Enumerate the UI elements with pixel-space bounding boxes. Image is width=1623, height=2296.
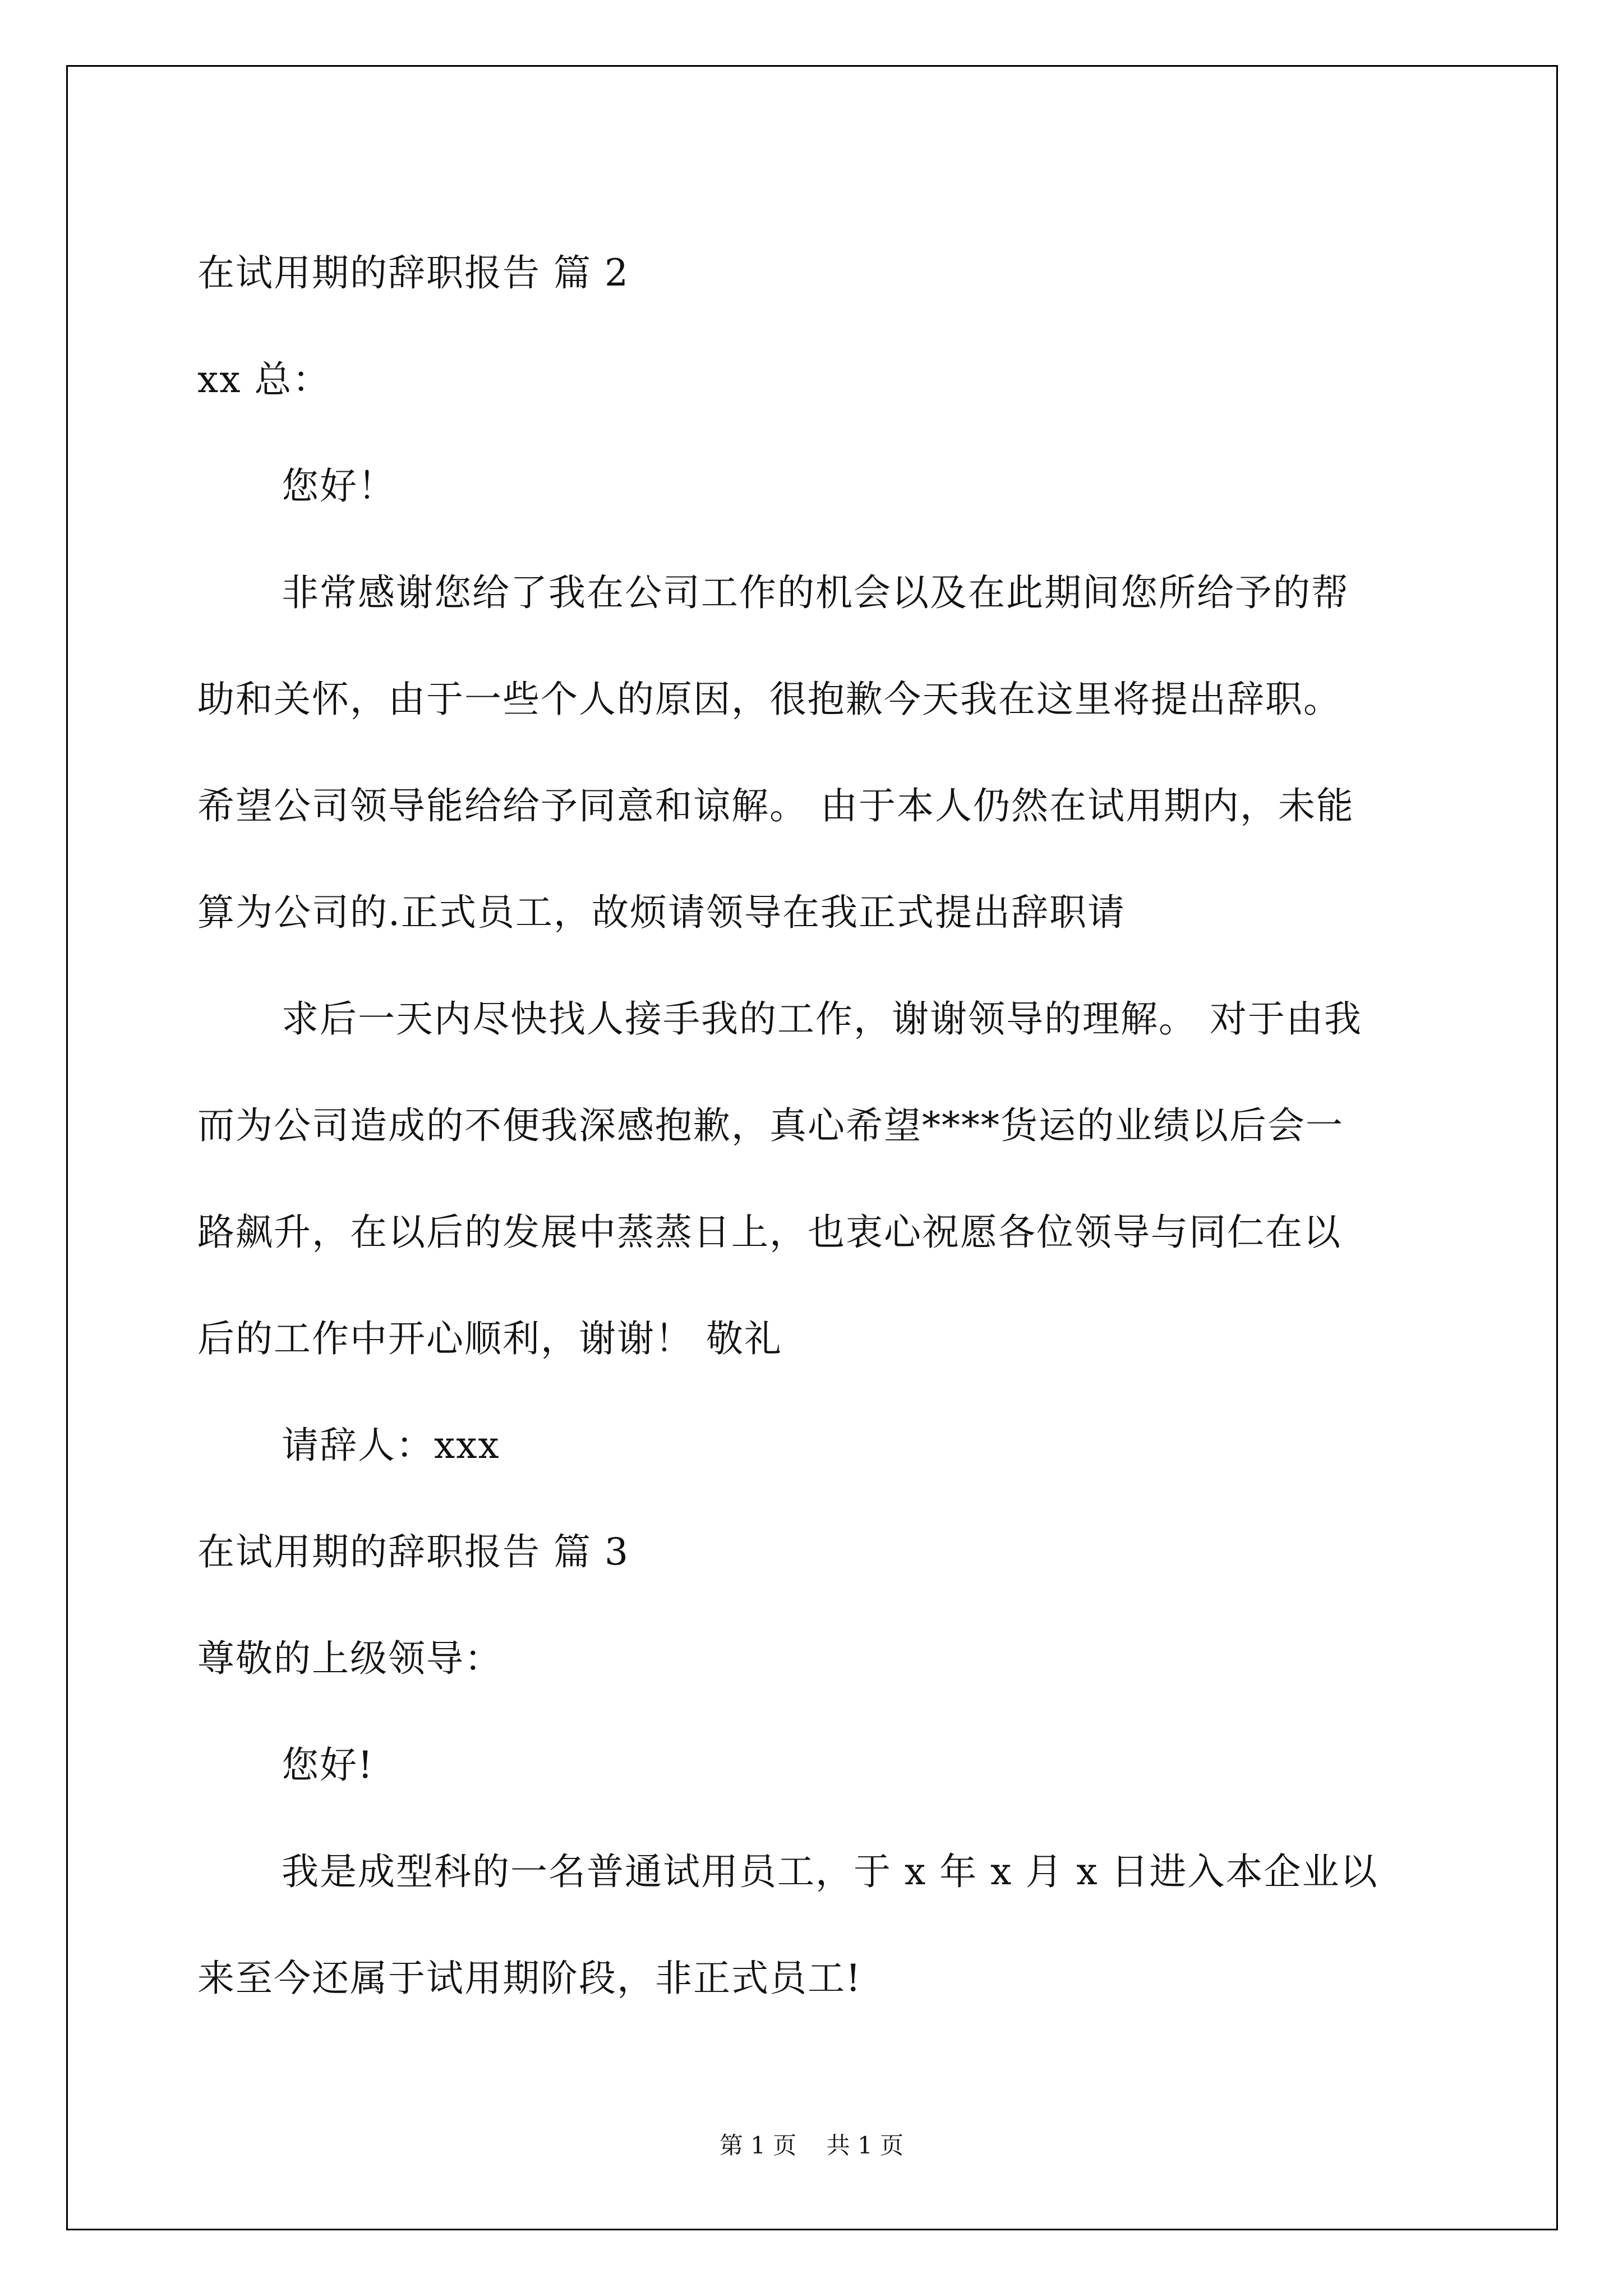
body-line: 路飙升，在以后的发展中蒸蒸日上，也衷心祝愿各位领导与同仁在以 [197, 1211, 1341, 1254]
body-line: 非常感谢您给了我在公司工作的机会以及在此期间您所给予的帮 [282, 571, 1349, 614]
body-line: 希望公司领导能给给予同意和谅解。 由于本人仍然在试用期内，未能 [197, 784, 1354, 827]
body-line: 求后一天内尽快找人接手我的工作，谢谢领导的理解。 对于由我 [282, 997, 1362, 1041]
body-line: 来至今还属于试用期阶段，非正式员工! [197, 1957, 862, 2000]
body-line: 我是成型科的一名普通试用员工，于 x 年 x 月 x 日进入本企业以 [282, 1850, 1378, 1893]
body-line: 后的工作中开心顺利，谢谢！ 敬礼 [197, 1317, 782, 1360]
page-number-total: 共 1 页 [826, 2132, 904, 2159]
page-footer [0, 2129, 1623, 2162]
salutation: xx 总： [197, 358, 331, 401]
heading-section-2: 在试用期的辞职报告 篇 2 [197, 251, 629, 295]
greeting: 您好! [282, 1743, 374, 1787]
heading-section-3: 在试用期的辞职报告 篇 3 [197, 1530, 629, 1573]
document-body [197, 220, 1437, 2032]
body-line: 助和关怀，由于一些个人的原因，很抱歉今天我在这里将提出辞职。 [197, 678, 1341, 721]
body-line: 而为公司造成的不便我深感抱歉，真心希望****货运的业绩以后会一 [197, 1104, 1344, 1147]
page-number-current: 第 1 页 [719, 2132, 797, 2159]
body-line: 算为公司的.正式员工，故烦请领导在我正式提出辞职请 [197, 891, 1126, 934]
signature-line: 请辞人：xxx [282, 1424, 500, 1467]
greeting: 您好！ [282, 464, 396, 508]
salutation: 尊敬的上级领导： [197, 1637, 502, 1680]
